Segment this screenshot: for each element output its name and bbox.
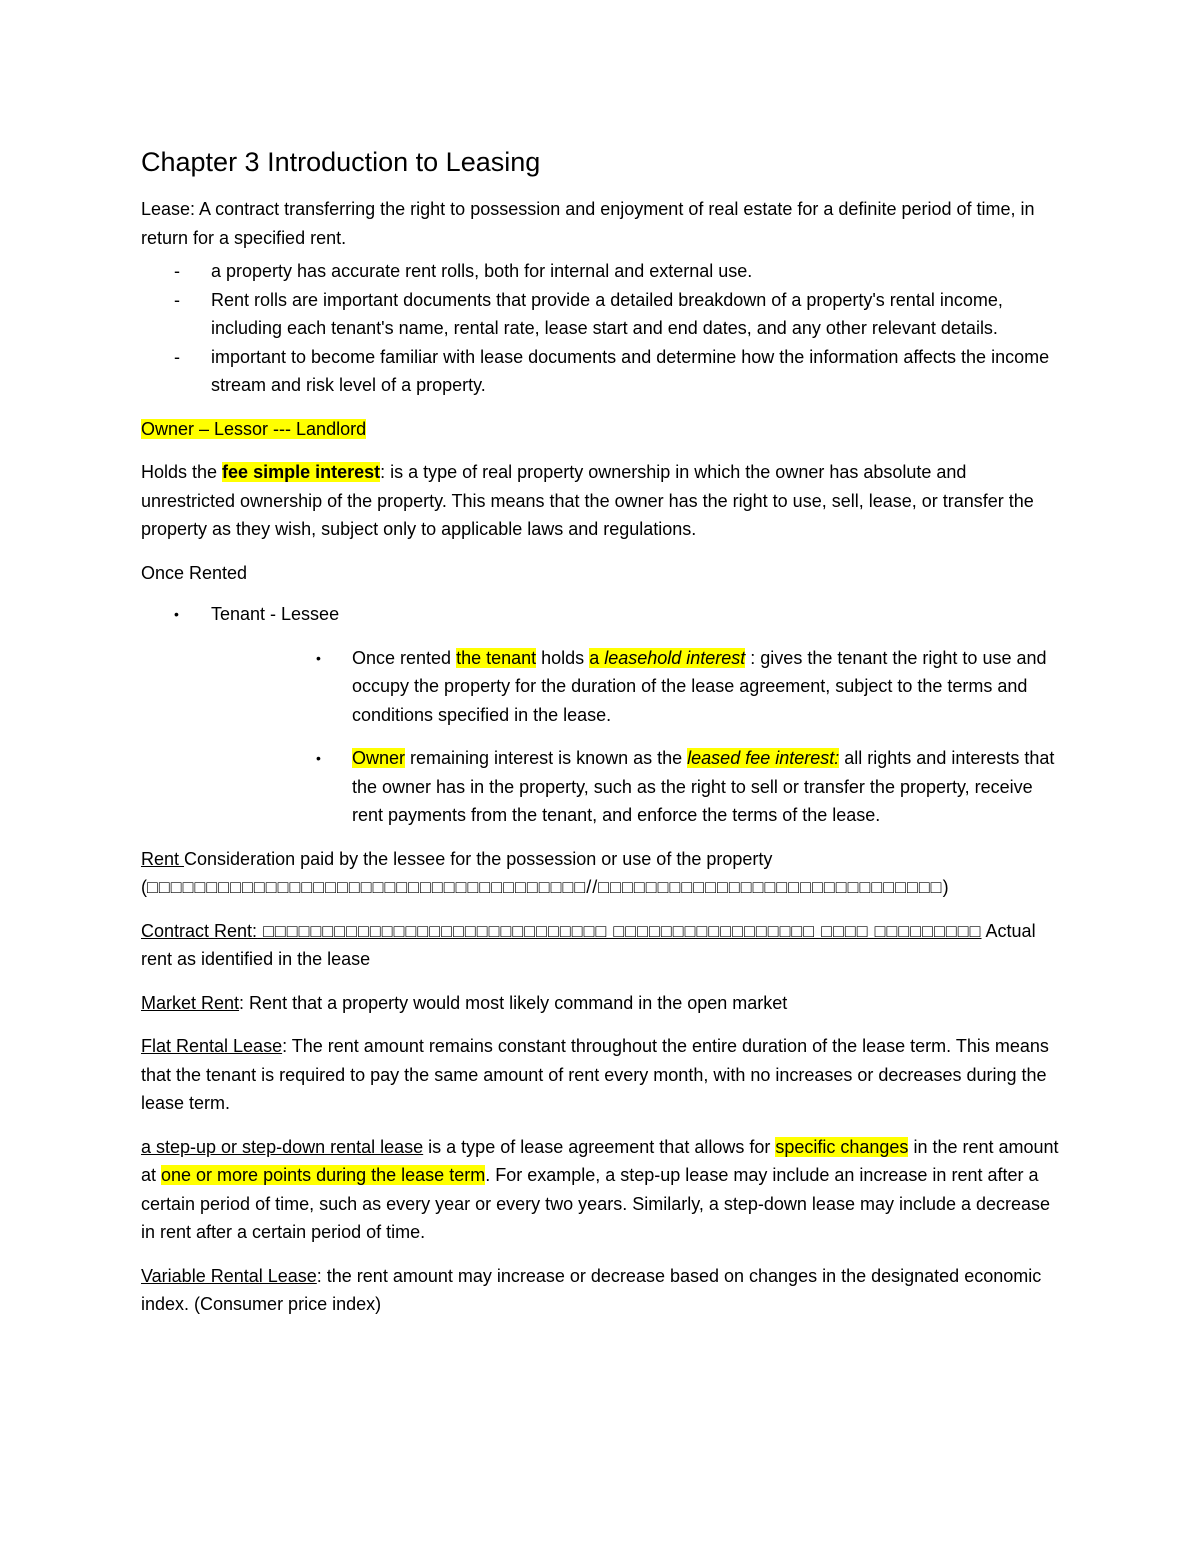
step-lease-text-3: . For example, a step-up lease may include an increase in rent after a certain period of time, such as every year or every two years. Similarly, a step-down lease may include a decrease in rent after a certain period of time. — [141, 1165, 1051, 1242]
owner-heading — [141, 415, 1061, 444]
flat-rental-definition — [141, 1032, 1061, 1118]
lease-term-points-highlight: one or more points during the lease term — [161, 1165, 486, 1185]
bullet-marker: • — [174, 606, 179, 622]
interest-list — [211, 644, 1061, 830]
rent-roll-list — [141, 257, 1061, 400]
rent-missing-glyphs: □□□□□□□□□□□□□□□□□□□□□□□□□□□□□□□□□□□□□//□□□□□□□□□□□□□□□□□□□□□□□□□□□□□ — [147, 877, 943, 897]
variable-lease-definition — [141, 1262, 1061, 1319]
contract-rent-text: Actual rent as identified in the lease — [141, 920, 1036, 969]
owner-highlight: Owner — [352, 748, 406, 768]
list-item — [141, 257, 1061, 286]
contract-rent-term: Contract Rent: — [141, 920, 258, 941]
variable-lease-text: : the rent amount may increase or decrease based on changes in the designated economic index. (Consumer price index) — [141, 1265, 1042, 1314]
variable-lease-term: Variable Rental Lease — [141, 1265, 317, 1286]
rent-term: Rent — [141, 848, 185, 869]
flat-rental-text: : The rent amount remains constant throughout the entire duration of the lease term. This means that the tenant is required to pay the same amount of rent every month, with no increases or decreases during the lease term. — [141, 1036, 1049, 1113]
leasehold-text: : gives the tenant the right to use and occupy the property for the duration of the lease agreement, subject to the terms and conditions specified in the lease. — [352, 647, 1047, 725]
flat-rental-term: Flat Rental Lease — [141, 1036, 283, 1056]
fee-simple-text: : is a type of real property ownership in which the owner has absolute and unrestricted ownership of the property. This means that the owner has the right to use, sell, lease, or transfer the property as they wish, subject only to applicable laws and regulations. — [141, 462, 1034, 539]
lease-term: Lease: — [141, 199, 196, 219]
tenant-list — [141, 600, 1061, 830]
step-lease-term: a step-up or step-down rental lease — [141, 1136, 424, 1157]
fee-simple-term: fee simple interest — [222, 462, 381, 482]
list-item-text: a property has accurate rent rolls, both for internal and external use. — [211, 261, 753, 281]
list-item-text: Rent rolls are important documents that provide a detailed breakdown of a property's rental income, including each tenant's name, rental rate, lease start and end dates, and any other relevant details. — [211, 289, 1003, 338]
leased-fee-mid: remaining interest is known as the — [405, 748, 688, 768]
leasehold-mid: holds — [536, 647, 590, 668]
step-lease-text-2: in the rent amount at — [141, 1136, 1059, 1185]
fee-simple-paragraph — [141, 458, 1061, 544]
dash-marker: - — [174, 346, 180, 367]
market-rent-definition — [141, 989, 1061, 1018]
leased-fee-interest-term: leased fee interest: — [687, 748, 840, 768]
leasehold-article: a — [589, 647, 605, 668]
lease-definition — [141, 195, 1061, 252]
list-item — [141, 343, 1061, 400]
contract-rent-definition — [141, 917, 1061, 974]
bullet-marker: • — [316, 750, 321, 766]
contract-rent-missing-glyphs: □□□□□□□□□□□□□□□□□□□□□□□□□□□□□ □□□□□□□□□□□□□□□□□ □□□□ □□□□□□□□□ — [257, 920, 982, 941]
fee-simple-prefix: Holds the — [141, 462, 223, 482]
leasehold-interest-term: leasehold interest — [604, 647, 746, 668]
rent-close: ) — [942, 877, 949, 897]
lease-definition-text: A contract transferring the right to possession and enjoyment of real estate for a definite period of time, in return for a specified rent. — [141, 199, 1035, 248]
leasehold-prefix: Once rented — [352, 647, 457, 668]
list-item — [141, 286, 1061, 343]
market-rent-term: Market Rent — [141, 992, 240, 1013]
list-item-text: important to become familiar with lease documents and determine how the information affects the income stream and risk level of a property. — [211, 346, 1050, 395]
specific-changes-highlight: specific changes — [775, 1136, 909, 1157]
leasehold-interest-highlight — [589, 648, 745, 668]
leasehold-item — [211, 644, 1061, 730]
rent-definition — [141, 845, 1061, 902]
owner-heading-highlight: Owner – Lessor --- Landlord — [141, 418, 367, 439]
market-rent-text: : Rent that a property would most likely command in the open market — [239, 992, 788, 1013]
page-title: Chapter 3 Introduction to Leasing — [141, 147, 541, 177]
step-lease-definition — [141, 1133, 1061, 1247]
once-rented-heading: Once Rented — [141, 562, 248, 583]
document-body — [141, 143, 1061, 1334]
dash-marker: - — [174, 289, 180, 310]
tenant-label: Tenant - Lessee — [211, 604, 340, 624]
dash-marker: - — [174, 261, 180, 281]
bullet-marker: • — [316, 649, 321, 666]
tenant-highlight: the tenant — [456, 647, 537, 668]
leased-fee-item — [211, 744, 1061, 830]
rent-text: Consideration paid by the lessee for the possession or use of the property ( — [141, 848, 773, 897]
tenant-item — [141, 600, 1061, 830]
leased-fee-text: all rights and interests that the owner has in the property, such as the right to sell or transfer the property, receive rent payments from the tenant, and enforce the terms of the lease. — [352, 748, 1055, 825]
step-lease-text-1: is a type of lease agreement that allows for — [423, 1136, 776, 1157]
